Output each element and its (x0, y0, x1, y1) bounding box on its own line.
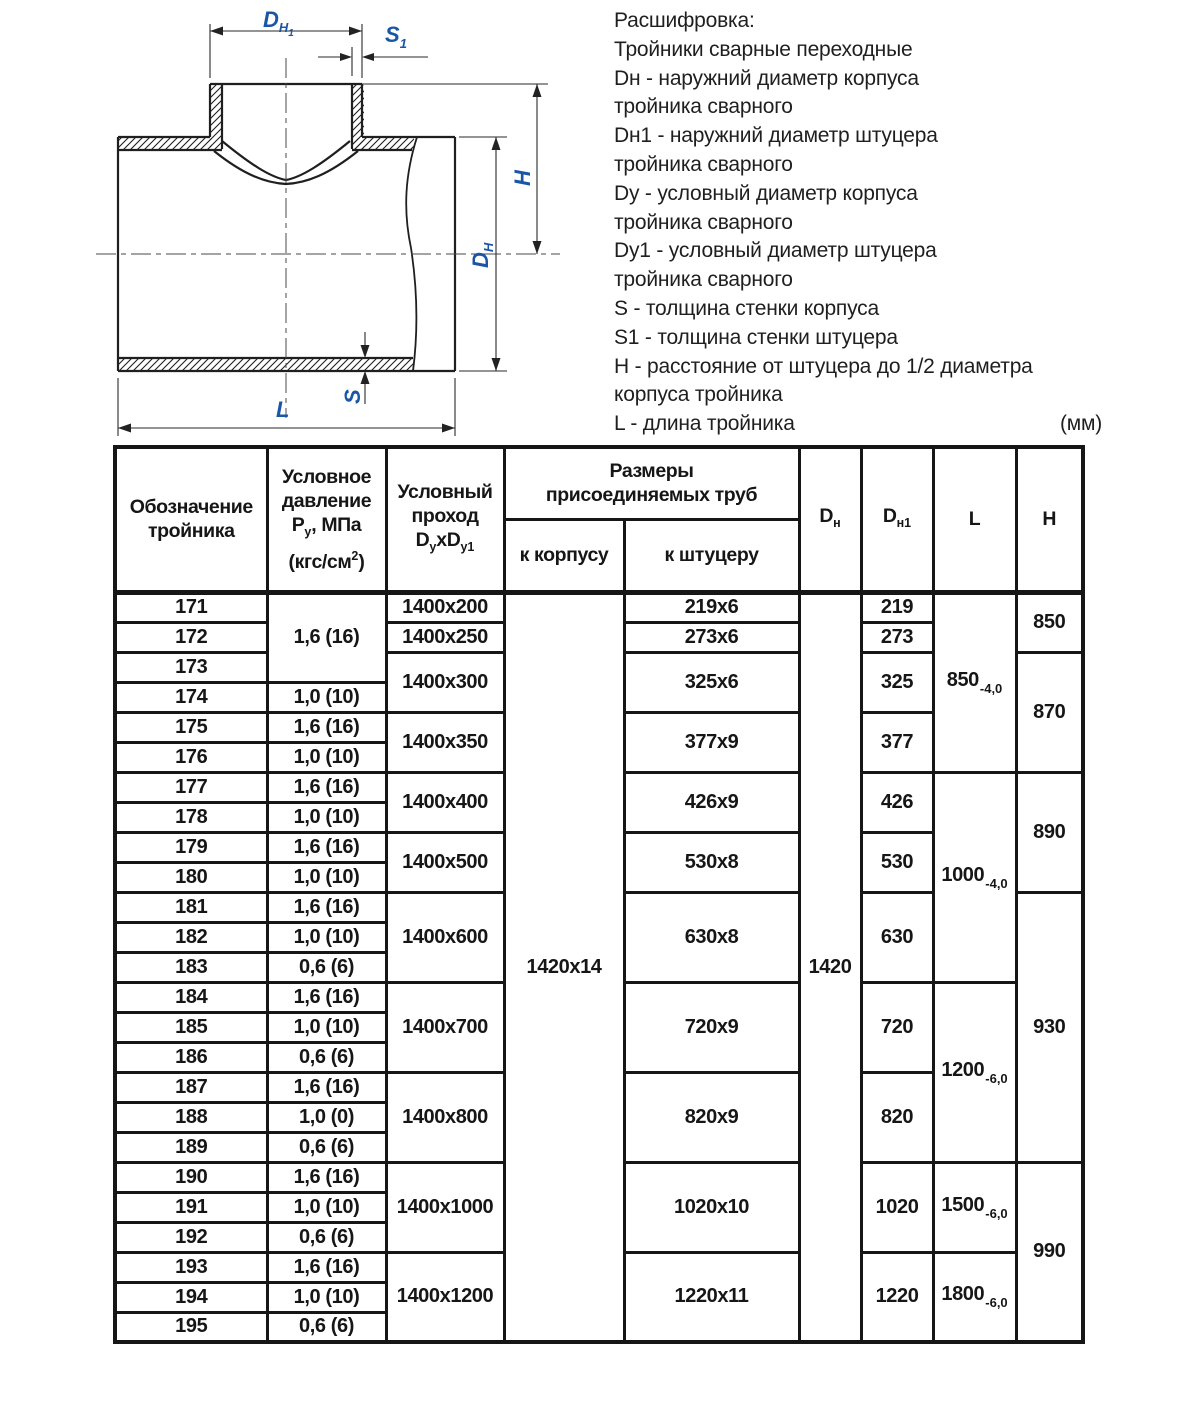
dim-label-s: S (340, 389, 365, 404)
cell-pipe-shtucer: 325x6 (624, 652, 799, 712)
legend-line: S1 - толщина стенки штуцера (614, 325, 898, 349)
cell-pressure: 1,6 (16) (267, 772, 386, 802)
cell-designation: 191 (115, 1192, 267, 1222)
cell-dn1: 426 (861, 772, 933, 832)
cell-pass: 1400x1200 (386, 1252, 504, 1342)
cell-pass: 1400x350 (386, 712, 504, 772)
legend-line: S - толщина стенки корпуса (614, 296, 879, 320)
cell-designation: 183 (115, 952, 267, 982)
l-tolerance: -4,0 (985, 875, 1008, 891)
table-row (115, 592, 1083, 622)
cell-designation: 188 (115, 1102, 267, 1132)
cell-designation: 186 (115, 1042, 267, 1072)
cell-pipe-shtucer: 426x9 (624, 772, 799, 832)
cell-designation: 187 (115, 1072, 267, 1102)
cell-pressure: 0,6 (6) (267, 1222, 386, 1252)
dim-label-h: H (510, 170, 535, 186)
cell-pass: 1400x200 (386, 592, 504, 622)
cell-designation: 192 (115, 1222, 267, 1252)
cell-designation: 190 (115, 1162, 267, 1192)
l-tolerance: -4,0 (979, 681, 1003, 696)
l-value: 1500 (941, 1193, 985, 1216)
hatched-walls (118, 85, 414, 371)
legend-line: Dy1 - условный диаметр штуцера (614, 239, 937, 263)
legend-line: Dy - условный диаметр корпуса (614, 181, 918, 205)
cell-designation: 172 (115, 622, 267, 652)
cell-designation: 180 (115, 862, 267, 892)
legend-line: тройника сварного (614, 152, 793, 176)
cell-l (933, 1162, 1016, 1252)
cell-designation: 179 (115, 832, 267, 862)
dimensions-table (113, 445, 1085, 1344)
l-value: 1800 (941, 1283, 985, 1306)
cell-pass: 1400x1000 (386, 1162, 504, 1252)
cell-designation: 173 (115, 652, 267, 682)
col-header-dn: $D_н$ (799, 447, 861, 592)
cell-dn1: 630 (861, 892, 933, 982)
cell-pipe-shtucer: 377x9 (624, 712, 799, 772)
col-header-pass: Условный проход $D_yxD_{y1}$ (386, 447, 504, 592)
cell-pressure: 1,0 (10) (267, 922, 386, 952)
cell-dn: 1420 (799, 592, 861, 1342)
cell-pipe-shtucer: 1220x11 (624, 1252, 799, 1342)
cell-pressure: 1,0 (10) (267, 1192, 386, 1222)
cell-pressure: 1,6 (16) (267, 592, 386, 682)
cell-pass: 1400x800 (386, 1072, 504, 1162)
cell-dn1: 1220 (861, 1252, 933, 1342)
l-value: 850 (946, 669, 979, 691)
legend (614, 7, 1102, 439)
cell-pressure: 1,6 (16) (267, 892, 386, 922)
cell-l (933, 1252, 1016, 1342)
cell-pressure: 1,6 (16) (267, 832, 386, 862)
cell-pressure: 1,6 (16) (267, 1252, 386, 1282)
cell-dn1: 1020 (861, 1162, 933, 1252)
legend-line: тройника сварного (614, 268, 793, 292)
cell-l (933, 982, 1016, 1162)
cell-dn1: 820 (861, 1072, 933, 1162)
cell-designation: 185 (115, 1012, 267, 1042)
legend-line: Тройники сварные переходные (614, 37, 913, 61)
legend-line: корпуса тройника (614, 383, 783, 407)
cell-pass: 1400x400 (386, 772, 504, 832)
cell-dn1: 377 (861, 712, 933, 772)
cell-designation: 177 (115, 772, 267, 802)
col-header-l: L (933, 447, 1016, 592)
col-header-to-shtucer: к штуцеру (624, 519, 799, 592)
cell-designation: 181 (115, 892, 267, 922)
cell-pressure: 1,6 (16) (267, 982, 386, 1012)
dimension-lines (118, 24, 548, 436)
legend-line (614, 410, 1102, 439)
cell-pressure: 0,6 (6) (267, 1312, 386, 1342)
cell-pressure: 1,0 (10) (267, 862, 386, 892)
cell-pressure: 1,0 (10) (267, 682, 386, 712)
legend-line: тройника сварного (614, 210, 793, 234)
cell-designation: 194 (115, 1282, 267, 1312)
cell-pipe-shtucer: 1020x10 (624, 1162, 799, 1252)
cell-dn1: 219 (861, 592, 933, 622)
cell-pass: 1400x700 (386, 982, 504, 1072)
cell-designation: 193 (115, 1252, 267, 1282)
cell-pressure: 1,0 (10) (267, 1282, 386, 1312)
cell-pressure: 0,6 (6) (267, 1042, 386, 1072)
legend-line: тройника сварного (614, 95, 793, 119)
cell-h: 890 (1016, 772, 1083, 892)
cell-pressure: 1,0 (0) (267, 1102, 386, 1132)
cell-pipe-shtucer: 530x8 (624, 832, 799, 892)
cell-dn1: 273 (861, 622, 933, 652)
legend-line: Dн1 - наружний диаметр штуцера (614, 124, 938, 148)
cell-pipe-shtucer: 273x6 (624, 622, 799, 652)
dim-label-dn1: $D_H1$ (263, 7, 294, 39)
cell-pass: 1400x500 (386, 832, 504, 892)
cell-l (933, 772, 1016, 982)
cell-pipe-shtucer: 219x6 (624, 592, 799, 622)
cell-pressure: 0,6 (6) (267, 1132, 386, 1162)
cell-pressure: 1,0 (10) (267, 802, 386, 832)
cell-pressure: 1,6 (16) (267, 712, 386, 742)
col-header-designation: Обозначение тройника (115, 447, 267, 592)
cell-pipe-korpus: 1420x14 (504, 592, 624, 1342)
cell-pipe-shtucer: 820x9 (624, 1072, 799, 1162)
cell-pressure: 1,0 (10) (267, 1012, 386, 1042)
l-value: 1000 (941, 863, 985, 886)
cell-designation: 184 (115, 982, 267, 1012)
dim-label-dn: $D_H$ (468, 242, 496, 268)
cell-designation: 175 (115, 712, 267, 742)
dim-label-s1: $S_1$ (385, 22, 407, 51)
cell-designation: 171 (115, 592, 267, 622)
dim-label-l: L (276, 397, 290, 422)
col-header-pipe-sizes: Размеры присоединяемых труб (504, 447, 799, 519)
col-header-dn1: $D_{н1}$ (861, 447, 933, 592)
table-header (115, 447, 1083, 592)
cell-pass: 1400x250 (386, 622, 504, 652)
cell-h: 930 (1016, 892, 1083, 1162)
cell-dn1: 325 (861, 652, 933, 712)
cell-designation: 174 (115, 682, 267, 712)
cell-pressure: 0,6 (6) (267, 952, 386, 982)
cell-pressure: 1,6 (16) (267, 1162, 386, 1192)
cell-h: 990 (1016, 1162, 1083, 1342)
cell-pressure: 1,6 (16) (267, 1072, 386, 1102)
cell-pressure: 1,0 (10) (267, 742, 386, 772)
legend-line: Расшифровка: (614, 9, 755, 32)
l-tolerance: -6,0 (985, 1205, 1008, 1221)
l-tolerance: -6,0 (985, 1295, 1008, 1311)
cell-designation: 189 (115, 1132, 267, 1162)
tee-drawing (0, 0, 610, 445)
cell-dn1: 720 (861, 982, 933, 1072)
l-tolerance: -6,0 (985, 1070, 1008, 1086)
legend-last-item: L - длина тройника (614, 412, 795, 436)
legend-line: Dн - наружний диаметр корпуса (614, 66, 919, 90)
legend-line: H - расстояние от штуцера до 1/2 диаметра (614, 354, 1033, 378)
table-body (115, 592, 1083, 1342)
cell-designation: 178 (115, 802, 267, 832)
col-header-to-korpus: к корпусу (504, 519, 624, 592)
cell-dn1: 530 (861, 832, 933, 892)
cell-pipe-shtucer: 630x8 (624, 892, 799, 982)
l-value: 1200 (941, 1058, 985, 1081)
cell-designation: 182 (115, 922, 267, 952)
col-header-pressure: Условное давление $P_у$, МПа $(кгс/см^2)$ (267, 447, 386, 592)
cell-pass: 1400x600 (386, 892, 504, 982)
cell-h: 850 (1016, 592, 1083, 652)
cell-designation: 176 (115, 742, 267, 772)
cell-pass: 1400x300 (386, 652, 504, 712)
cell-designation: 195 (115, 1312, 267, 1342)
cell-l (933, 592, 1016, 772)
legend-unit: (мм) (1059, 412, 1102, 436)
col-header-h: H (1016, 447, 1083, 592)
cell-pipe-shtucer: 720x9 (624, 982, 799, 1072)
cell-h: 870 (1016, 652, 1083, 772)
